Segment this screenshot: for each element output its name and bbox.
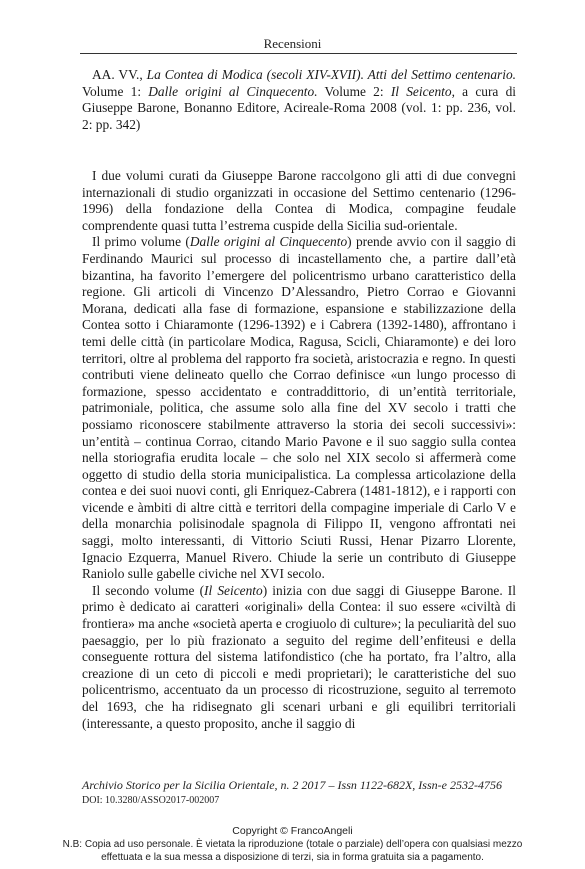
citation-details: , a cura di Giuseppe Barone, Bonanno Editore, Acireale-Roma 2008 (vol. 1: pp. 236, vol. 2: pp. 342) xyxy=(82,83,516,132)
citation-vol2-title: Il Seicento xyxy=(390,83,452,99)
copyright-line: Copyright © FrancoAngeli xyxy=(232,825,353,837)
paragraph-3-rest: ) inizia con due saggi di Giuseppe Barone. Il primo è dedicato ai caratteri «originali» della Contea: il suo essere «civiltà di frontiera» ma anche «società aperta e crogiuolo di culture»; la peculiarità del suo paesaggio, per lo più frazionato a seguito del regime dell’enfiteusi e della conseguente rottura del sistema latifondistico (che ha portato, fra l’altro, alla creazione di un ceto di piccoli e medi proprietari); le caratteristiche del suo policentrismo, accentuato da un processo di ricostruzione, seguito al terremoto del 1693, che ha ridisegnato gli scenari urbani e gli equilibri territoriali (interessante, a questo proposito, anche il saggio di xyxy=(82,582,516,731)
citation-vol2-label: Volume 2: xyxy=(317,83,391,99)
usage-notice: N.B: Copia ad uso personale. È vietata la riproduzione (totale o parziale) dell’opera con qualsiasi mezzo effettuata e la sua messa a disposizione di terzi, sia in forma gratuita sia a pagamento. xyxy=(62,839,523,863)
paragraph-2-rest: ) prende avvio con il saggio di Ferdinando Maurici sul processo di incastellamento che, a partire dall’età bizantina, ha favorito l’emergere del policentrismo urbano caratteristico della regione. Gli articoli di Vincenzo D’Alessandro, Pietro Corrao e Giovanni Morana, dedicati alla fase di formazione, espansione e stabilizzazione della Contea sotto i Chiaramonte (1296-1392) e i Cabrera (1392-1480), affrontano i temi delle città (in particolare Modica, Ragusa, Scicli, Chiaramonte) e dei loro territori, oltre al problema del rapporto fra società, aristocrazia e regno. In questi contributi viene delineato quello che Corrao definisce «un lungo processo di formazione, spesso accidentato e contraddittorio, di un’entità territoriale, patrimoniale, politica, che assume solo alla fine del XV secolo i tratti che possiamo riconoscere stabilmente attraverso la storia dei secoli successivi»: un’entità – continua Corrao, citando Mario Pavone e il suo saggio sulla contea nella storiografia erudita locale – che solo nel XIX secolo si affermerà come oggetto di studio della storia municipalistica. La complessa articolazione della contea e dei suoi nuovi conti, gli Enriquez-Cabrera (1481-1812), e i rapporti con vicende e àmbiti di altre città e territori della compagine imperiale di Carlo V e della monarchia polisinodale spagnola di Filippo II, vengono affrontati nei saggi, molto interessanti, di Vittorio Sciuti Russi, Henar Pizarro Llorente, Ignacio Ezquerra, Manuel Rivero. Chiude la serie un contributo di Giuseppe Raniolo sulle gabelle civiche nel XVI secolo. xyxy=(82,234,516,582)
paragraph-2-start: Il primo volume ( xyxy=(92,234,190,250)
paragraph-3-start: Il secondo volume ( xyxy=(92,582,205,598)
paragraph-1: I due volumi curati da Giuseppe Barone raccolgono gli atti di due convegni internazionali di studio organizzati in occasione del Settimo centenario (1296-1996) della fondazione della Contea di Modica, compagine feudale comprendente quasi tutta l’estrema cuspide della Sicilia sud-orientale. xyxy=(82,168,516,233)
citation-book-title: La Contea di Modica (secoli XIV-XVII). Atti del Settimo centenario. xyxy=(146,67,516,82)
paragraph-3 xyxy=(82,583,516,732)
header-rule xyxy=(80,53,517,54)
review-body xyxy=(82,168,516,732)
citation-vol1-label: Volume 1: xyxy=(82,83,149,99)
volume-1-title: Dalle origini al Cinquecento xyxy=(189,234,348,250)
volume-2-title: Il Seicento xyxy=(204,582,263,598)
running-header: Recensioni xyxy=(263,36,322,51)
book-citation xyxy=(82,67,516,133)
journal-footer: Archivio Storico per la Sicilia Orientale, n. 2 2017 – Issn 1122-682X, Issn-e 2532-4756 xyxy=(82,778,502,792)
citation-vol1-title: Dalle origini al Cinquecento. xyxy=(148,83,318,99)
doi-line: DOI: 10.3280/ASSO2017-002007 xyxy=(82,795,220,806)
paragraph-2 xyxy=(82,234,516,582)
citation-authors: AA. VV., xyxy=(92,67,147,82)
